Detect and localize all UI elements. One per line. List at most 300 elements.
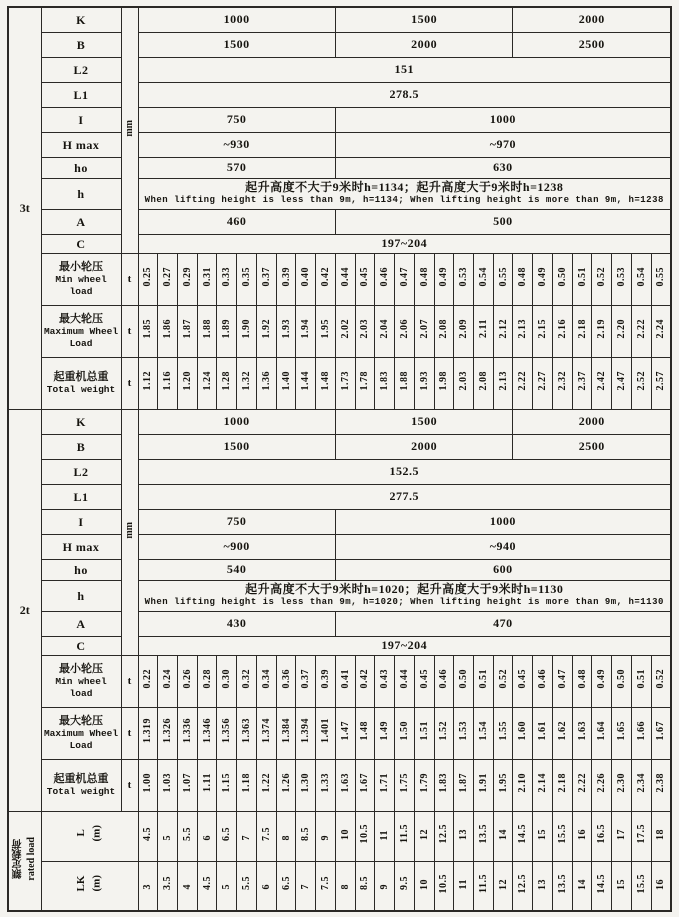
unit-t-cell (121, 253, 138, 305)
load-value-cell (513, 759, 533, 811)
load-value: 2.09 (458, 318, 470, 339)
load-value: 1.67 (359, 772, 371, 793)
load-value: 0.44 (339, 266, 351, 287)
table-row (8, 357, 671, 409)
load-value: 1.52 (438, 720, 450, 741)
param-label-cell (41, 209, 121, 234)
load-value-cell (375, 655, 395, 707)
param-label-cell (41, 559, 121, 580)
load-value: 0.52 (655, 668, 667, 689)
load-value: 0.52 (596, 266, 608, 287)
span-value: 11.5 (398, 824, 410, 843)
section-label-cell (8, 7, 41, 409)
load-value-cell (493, 253, 513, 305)
span-label (74, 825, 105, 842)
span-value-cell (335, 861, 355, 911)
load-label-cell (41, 357, 121, 409)
load-value: 2.18 (556, 772, 568, 793)
unit-mm-label: mm (124, 522, 135, 539)
span-value: 4.5 (142, 826, 154, 841)
load-value: 1.47 (339, 720, 351, 741)
param-label-cell (41, 107, 121, 132)
param-value-cell (138, 82, 671, 107)
load-value: 1.89 (221, 318, 233, 339)
load-value-cell (395, 707, 415, 759)
load-value: 1.00 (142, 772, 154, 793)
load-value-cell (276, 305, 296, 357)
table-row (8, 409, 671, 434)
load-value-cell (256, 655, 276, 707)
span-value-cell (177, 811, 197, 861)
load-value: 2.13 (497, 370, 509, 391)
span-value: 17.5 (635, 823, 647, 844)
load-value-cell (592, 305, 612, 357)
span-value-cell (197, 811, 217, 861)
load-value-cell (612, 759, 632, 811)
param-value-cell (138, 178, 671, 209)
load-value: 0.49 (596, 668, 608, 689)
load-value: 2.08 (477, 370, 489, 391)
span-value-cell (454, 811, 474, 861)
load-value-cell (612, 707, 632, 759)
load-value: 0.46 (379, 266, 391, 287)
load-label-zh: 起重机总重 (53, 772, 109, 785)
load-value: 1.67 (655, 720, 667, 741)
load-value: 0.46 (537, 668, 549, 689)
unit-mm-cell (121, 7, 138, 253)
span-value: 14 (497, 829, 509, 840)
span-value: 9 (319, 834, 331, 840)
param-value-cell (138, 32, 335, 57)
load-value-cell (414, 305, 434, 357)
load-value: 0.33 (221, 266, 233, 287)
span-value-cell (355, 811, 375, 861)
load-value-cell (237, 759, 257, 811)
load-value: 1.22 (260, 772, 272, 793)
span-value: 10 (339, 829, 351, 840)
param-value: 500 (493, 214, 513, 228)
param-label-cell (41, 32, 121, 57)
param-value: 278.5 (389, 87, 419, 101)
load-value-cell (395, 759, 415, 811)
span-value: 15 (537, 829, 549, 840)
load-value: 1.60 (517, 720, 529, 741)
load-value: 1.40 (280, 370, 292, 391)
param-value: 1500 (223, 37, 250, 51)
load-value-cell (473, 253, 493, 305)
load-value-cell (572, 253, 592, 305)
load-value: 2.20 (615, 318, 627, 339)
param-label: I (78, 112, 84, 127)
span-value-cell (493, 811, 513, 861)
span-value: 12 (497, 878, 509, 890)
span-value-cell (552, 861, 572, 911)
load-value-cell (335, 305, 355, 357)
span-value-cell (651, 861, 671, 911)
load-value-cell (256, 759, 276, 811)
load-value: 0.51 (576, 266, 588, 287)
span-name: LK (75, 875, 88, 892)
load-value: 2.27 (537, 370, 549, 391)
param-value-cell (335, 509, 671, 534)
load-value-cell (158, 655, 178, 707)
load-value-cell (434, 707, 454, 759)
load-value-cell (217, 305, 237, 357)
param-value: 152.5 (389, 464, 419, 478)
load-value: 2.08 (438, 318, 450, 339)
load-value: 2.37 (576, 370, 588, 391)
load-value: 1.62 (556, 720, 568, 741)
load-value: 1.73 (339, 370, 351, 391)
span-value: 4 (181, 884, 193, 890)
load-value: 1.55 (497, 720, 509, 741)
load-value-cell (631, 707, 651, 759)
param-value-cell (138, 434, 335, 459)
load-value: 1.374 (260, 718, 272, 743)
load-value: 1.16 (162, 370, 174, 391)
load-value: 1.03 (162, 772, 174, 793)
load-value-cell (217, 759, 237, 811)
load-value: 1.30 (300, 772, 312, 793)
span-value-cell (256, 811, 276, 861)
param-label-cell (41, 157, 121, 178)
load-value-cell (177, 305, 197, 357)
load-value-cell (493, 759, 513, 811)
load-label-zh: 最小轮压 (59, 663, 103, 676)
load-value: 1.363 (241, 718, 253, 743)
table-row (8, 253, 671, 305)
load-value-cell (651, 707, 671, 759)
param-label: L1 (73, 489, 89, 504)
param-value-cell (138, 509, 335, 534)
span-value: 7 (300, 884, 312, 890)
load-value: 1.384 (280, 718, 292, 743)
span-value-cell (434, 811, 454, 861)
load-value-cell (237, 655, 257, 707)
span-value: 15.5 (635, 873, 647, 893)
load-value-cell (158, 707, 178, 759)
load-value-cell (533, 759, 553, 811)
load-value: 2.30 (615, 772, 627, 793)
param-value: 1500 (411, 12, 438, 27)
height-note-en: When lifting height is less than 9m, h=1134; When lifting height is more than 9m, h=1238 (144, 195, 664, 206)
load-value: 1.64 (596, 720, 608, 741)
span-value-cell (138, 861, 158, 911)
span-value-cell (513, 861, 533, 911)
load-value: 1.319 (142, 718, 154, 743)
section-label-cell (8, 409, 41, 811)
param-value-cell (513, 7, 671, 32)
param-value: 1000 (489, 514, 516, 528)
load-value-cell (513, 655, 533, 707)
load-value: 0.53 (458, 266, 470, 287)
load-value-cell (355, 707, 375, 759)
load-value-cell (197, 655, 217, 707)
load-value: 1.54 (477, 720, 489, 741)
load-value: 0.29 (181, 266, 193, 287)
load-value: 2.10 (517, 772, 529, 793)
param-value: ~940 (489, 539, 517, 553)
load-value: 2.38 (655, 772, 667, 793)
load-value-cell (177, 759, 197, 811)
load-value: 0.28 (201, 668, 213, 689)
span-value: 10 (418, 878, 430, 890)
load-value: 1.75 (398, 772, 410, 793)
load-value: 2.03 (458, 370, 470, 391)
param-value: 2000 (578, 12, 605, 27)
load-value: 0.44 (398, 668, 410, 689)
load-value-cell (296, 305, 316, 357)
load-value-cell (552, 305, 572, 357)
load-value-cell (237, 357, 257, 409)
table-row (8, 305, 671, 357)
load-value-cell (552, 759, 572, 811)
param-value-cell (138, 107, 335, 132)
param-value: 470 (493, 616, 513, 630)
load-value: 1.94 (300, 318, 312, 339)
load-value-cell (256, 305, 276, 357)
param-label-cell (41, 580, 121, 611)
load-label-en: Total weight (46, 383, 116, 395)
load-value-cell (158, 357, 178, 409)
load-value-cell (217, 655, 237, 707)
load-value-cell (237, 305, 257, 357)
param-label-cell (41, 57, 121, 82)
param-value-cell (335, 32, 513, 57)
span-value: 6.5 (221, 826, 233, 841)
span-value-cell (513, 811, 533, 861)
load-value-cell (454, 253, 474, 305)
load-value: 1.63 (576, 720, 588, 741)
load-value: 2.13 (517, 318, 529, 339)
load-value-cell (276, 707, 296, 759)
height-note-zh: 起升高度不大于9米时h=1020；起升高度大于9米时h=1130 (245, 582, 564, 597)
load-value-cell (612, 305, 632, 357)
load-value: 0.34 (260, 668, 272, 689)
param-value: 2000 (411, 37, 438, 51)
table-row (8, 861, 671, 911)
table-row (8, 534, 671, 559)
span-value-cell (473, 811, 493, 861)
load-value: 1.394 (300, 718, 312, 743)
load-value-cell (355, 253, 375, 305)
param-value: 1500 (411, 414, 438, 428)
param-value: 1000 (223, 12, 250, 27)
load-value: 1.71 (379, 772, 391, 793)
load-value: 1.95 (319, 318, 331, 339)
table-row (8, 132, 671, 157)
param-label: B (76, 37, 86, 52)
load-value: 2.47 (615, 370, 627, 391)
span-value: 7 (241, 834, 253, 840)
param-label: L2 (73, 62, 89, 77)
span-value: 18 (655, 829, 667, 840)
load-value: 2.18 (576, 318, 588, 339)
crane-spec-table (7, 6, 672, 912)
load-value: 1.93 (418, 370, 430, 391)
load-value: 0.31 (201, 266, 213, 287)
param-value-cell (335, 7, 513, 32)
load-value: 1.50 (398, 720, 410, 741)
unit-t-cell (121, 655, 138, 707)
load-value: 1.49 (379, 720, 391, 741)
load-value: 2.03 (359, 318, 371, 339)
load-value-cell (473, 357, 493, 409)
param-label-cell (41, 534, 121, 559)
load-label-cell (41, 655, 121, 707)
span-value: 11 (379, 829, 391, 840)
load-value-cell (513, 357, 533, 409)
load-value-cell (493, 357, 513, 409)
load-value-cell (316, 253, 336, 305)
param-value-cell (335, 611, 671, 636)
load-value-cell (335, 759, 355, 811)
load-value-cell (158, 305, 178, 357)
param-value: ~970 (489, 137, 517, 151)
load-value-cell (651, 253, 671, 305)
load-value: 0.37 (260, 266, 272, 287)
param-value: 1500 (223, 439, 250, 453)
table-row (8, 707, 671, 759)
load-value-cell (138, 253, 158, 305)
param-value-cell (138, 611, 335, 636)
load-label-zh: 最大轮压 (59, 715, 103, 728)
table-row (8, 107, 671, 132)
table-row (8, 636, 671, 655)
span-value-cell (631, 811, 651, 861)
unit-t-cell (121, 305, 138, 357)
load-value-cell (493, 305, 513, 357)
load-value-cell (276, 759, 296, 811)
param-label: h (77, 186, 85, 201)
param-label-cell (41, 409, 121, 434)
load-label-cell (41, 253, 121, 305)
load-value: 1.63 (339, 772, 351, 793)
load-label-cell (41, 707, 121, 759)
param-value: 2000 (578, 414, 605, 428)
span-value-cell (533, 861, 553, 911)
load-value: 2.04 (379, 318, 391, 339)
load-value: 1.61 (537, 720, 549, 741)
span-value: 9 (379, 884, 391, 890)
span-value: 6 (201, 834, 213, 840)
load-value-cell (651, 759, 671, 811)
span-value: 6 (260, 884, 272, 890)
load-value-cell (316, 759, 336, 811)
load-value-cell (177, 253, 197, 305)
table-row (8, 811, 671, 861)
load-value-cell (533, 305, 553, 357)
load-value: 2.02 (339, 318, 351, 339)
table-row (8, 82, 671, 107)
load-value-cell (177, 357, 197, 409)
load-value-cell (434, 305, 454, 357)
table-row (8, 234, 671, 253)
load-value: 0.45 (418, 668, 430, 689)
param-value-cell (513, 32, 671, 57)
load-value-cell (276, 253, 296, 305)
load-value: 2.34 (635, 772, 647, 793)
load-label-en: Min wheel load (55, 274, 107, 297)
param-value-cell (335, 132, 671, 157)
load-value-cell (533, 357, 553, 409)
param-label: I (78, 514, 84, 529)
load-value-cell (592, 655, 612, 707)
span-value: 3.5 (162, 876, 174, 891)
unit-t-label: t (127, 273, 132, 285)
span-value-cell (612, 811, 632, 861)
load-value-cell (375, 759, 395, 811)
load-value: 1.32 (241, 370, 253, 391)
span-value-cell (158, 861, 178, 911)
load-value: 1.346 (201, 718, 213, 743)
param-label-cell (41, 459, 121, 484)
load-value-cell (454, 707, 474, 759)
table-row (8, 57, 671, 82)
span-value: 13 (458, 829, 470, 840)
load-label-en: Total weight (46, 785, 116, 797)
load-value-cell (572, 759, 592, 811)
load-value-cell (217, 357, 237, 409)
table-row (8, 157, 671, 178)
load-value: 2.22 (635, 318, 647, 339)
load-value: 1.356 (221, 718, 233, 743)
span-value: 15.5 (556, 823, 568, 844)
load-value-cell (375, 357, 395, 409)
param-value: 1000 (223, 414, 250, 428)
load-value-cell (217, 707, 237, 759)
span-value-cell (296, 861, 316, 911)
param-label: h (77, 588, 85, 603)
load-value: 1.79 (418, 772, 430, 793)
span-value: 5.5 (181, 826, 193, 841)
span-value: 5 (162, 834, 174, 840)
table-row (8, 484, 671, 509)
load-value: 1.53 (458, 720, 470, 741)
span-value: 12.5 (438, 823, 450, 844)
param-value-cell (513, 434, 671, 459)
load-value: 1.24 (201, 370, 213, 391)
table-row (8, 209, 671, 234)
load-value: 0.49 (438, 266, 450, 287)
param-value-cell (513, 409, 671, 434)
param-value: 2000 (411, 439, 438, 453)
param-value-cell (138, 7, 335, 32)
unit-t-label: t (127, 675, 132, 687)
load-value-cell (335, 253, 355, 305)
span-value-cell (572, 811, 592, 861)
load-value-cell (513, 253, 533, 305)
load-value: 0.50 (556, 266, 568, 287)
load-value-cell (631, 357, 651, 409)
load-value: 0.41 (339, 668, 351, 689)
span-value-cell (256, 861, 276, 911)
load-value-cell (395, 655, 415, 707)
span-value-cell (592, 811, 612, 861)
load-value: 1.87 (458, 772, 470, 793)
load-label-en: Maximum Wheel Load (43, 728, 119, 751)
load-value: 0.22 (142, 668, 154, 689)
table-row (8, 7, 671, 32)
load-value: 0.50 (458, 668, 470, 689)
load-value: 0.55 (655, 266, 667, 287)
span-label (74, 875, 105, 892)
load-value-cell (434, 759, 454, 811)
load-value-cell (177, 707, 197, 759)
load-value-cell (237, 253, 257, 305)
load-value: 1.48 (319, 370, 331, 391)
span-value-cell (355, 861, 375, 911)
